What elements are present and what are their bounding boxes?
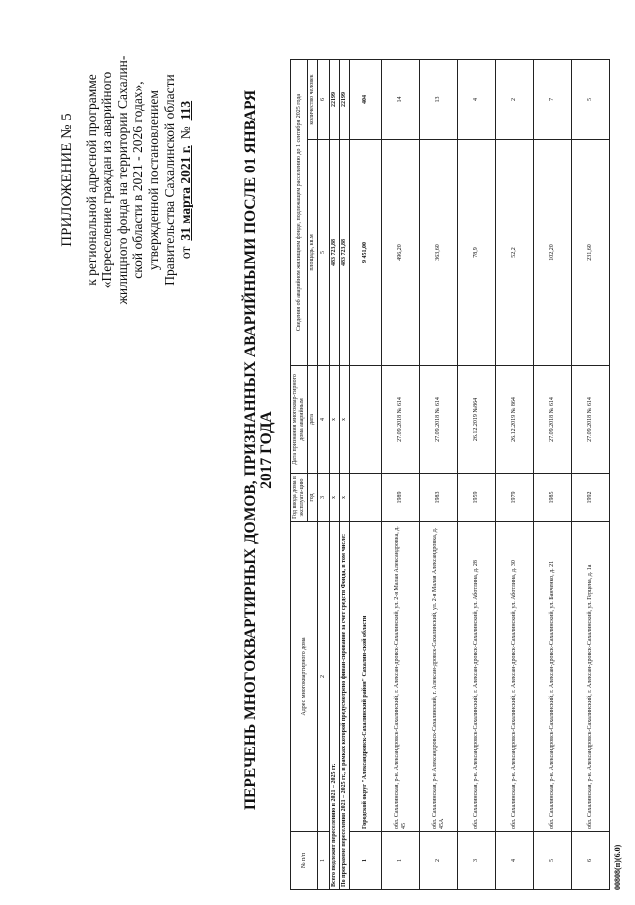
header-people-sub: количество человек [308,60,318,140]
table-row [458,60,496,890]
summary-area: 483 723,88 [330,140,340,366]
date-prefix: от [178,246,194,260]
header-area-sub: площадь, кв.м [308,140,318,366]
summary-date: x [330,366,340,474]
row-area: 496,20 [382,140,420,366]
col-number: 2 [318,522,330,832]
row-date: 27.09.2018 № 614 [572,366,610,474]
summary-area: 483 723,88 [340,140,350,366]
row-people: 4 [458,60,496,140]
appendix-line: «Переселение граждан из аварийного [99,71,115,289]
row-year: 1992 [572,474,610,522]
col-number: 5 [318,140,330,366]
row-address: обл. Сахалинская, р-н Александровск-Сахалинский, г. Алексан-дровск-Сахалинский, ул. 2-я Малая Александровка, д. 45А [420,522,458,832]
row-year: 1985 [534,474,572,522]
row-date: 27.09.2018 № 614 [534,366,572,474]
row-people: 13 [420,60,458,140]
district-num: 1 [350,832,382,890]
document-heading: ПЕРЕЧЕНЬ МНОГОКВАРТИРНЫХ ДОМОВ, ПРИЗНАННЫХ АВАРИЙНЫМИ ПОСЛЕ 01 ЯНВАРЯ 2017 ГОДА [242,89,275,811]
district-area: 9 451,00 [350,140,382,366]
appendix-title: ПРИЛОЖЕНИЕ № 5 [59,113,75,247]
row-num: 6 [572,832,610,890]
houses-table [290,59,610,890]
document-code: 00808(п)(6.0) [613,844,622,890]
row-date: 27.09.2018 № 614 [382,366,420,474]
header-info: Сведения об аварийном жилищном фонде, подлежащем расселению до 1 сентября 2025 года [291,60,308,366]
row-area: 363,60 [420,140,458,366]
row-num: 3 [458,832,496,890]
row-people: 7 [534,60,572,140]
number-label: № [178,126,194,140]
row-address: обл. Сахалинская, р-н. Александровск-Сахалинский, г. Алексан-дровск-Сахалинский, ул. Аботлина, д. 30 [496,522,534,832]
district-row [350,60,382,890]
row-people: 2 [496,60,534,140]
header-date-sub: дата [308,366,318,474]
appendix-government: Правительства Сахалинской области [161,74,177,286]
row-year: 1989 [382,474,420,522]
summary-year: x [340,474,350,522]
column-number-row [318,60,330,890]
row-area: 78,9 [458,140,496,366]
row-date: 27.09.2018 № 614 [420,366,458,474]
table-row [496,60,534,890]
table-row [420,60,458,890]
row-date: 26.12.2019 № 864 [496,366,534,474]
number-value: 113 [178,100,194,121]
table-header-row [291,60,308,890]
header-year: Год ввода дома в эксплуата-цию [291,474,308,522]
summary-label: По программе переселения 2021 – 2025 гг., в рамках которой предусмотрено финан-сирование за счет средств Фонда, в том числе: [340,522,350,890]
empty-cell [350,474,382,522]
col-number: 1 [318,832,330,890]
header-year-sub: год [308,474,318,522]
row-address: обл. Сахалинская, р-н. Александровск-Сахалинский, г. Алексан-дровск-Сахалинский, ул. Банченко, д. 21 [534,522,572,832]
summary-year: x [330,474,340,522]
row-area: 102,20 [534,140,572,366]
row-num: 4 [496,832,534,890]
appendix-approved: утвержденной постановлением [145,90,161,270]
row-num: 2 [420,832,458,890]
summary-row [330,60,340,890]
summary-date: x [340,366,350,474]
row-area: 52,2 [496,140,534,366]
row-year: 1959 [458,474,496,522]
row-date: 26.12.2019 №864 [458,366,496,474]
table-row [534,60,572,890]
row-people: 14 [382,60,420,140]
col-number: 3 [318,474,330,522]
row-people: 5 [572,60,610,140]
table-row [382,60,420,890]
row-num: 5 [534,832,572,890]
row-address: обл. Сахалинская, р-н. Александровск-Сахалинский, г. Алексан-дровск-Сахалинский, ул. 2-я Малая Александровка, д. 45 [382,522,420,832]
appendix-dateline [178,15,194,345]
header-date: Дата признания многоквар-тирного дома аварийным [291,366,308,474]
row-area: 231,60 [572,140,610,366]
date-value: 31 марта 2021 г. [178,145,194,241]
district-people: 404 [350,60,382,140]
header-num: № п/п [291,832,318,890]
appendix-line: к региональной адресной программе [83,74,99,286]
appendix-line: жилищного фонда на территории Сахалин- [114,55,130,305]
appendix-block [60,15,194,345]
row-address: обл. Сахалинская, р-н. Александровск-Сахалинский, г. Алексан-дровск-Сахалинский, ул. Герцена, д. 1а [572,522,610,832]
summary-row [340,60,350,890]
summary-people: 22199 [330,60,340,140]
district-name: Городской округ "Александровск-Сахалинский район" Сахалин-ской области [350,522,382,832]
summary-label: Всего подлежит переселению в 2021 – 2025 гг. [330,522,340,890]
col-number: 4 [318,366,330,474]
row-num: 1 [382,832,420,890]
row-address: обл. Сахалинская, р-н. Александровск-Сахалинский, г. Алексан-дровск-Сахалинский, ул. Аботлина, д. 28 [458,522,496,832]
summary-people: 22199 [340,60,350,140]
appendix-line: ской области в 2021 - 2026 годах», [130,81,146,279]
row-year: 1983 [420,474,458,522]
header-address: Адрес многоквартирного дома [291,522,318,832]
row-year: 1979 [496,474,534,522]
empty-cell [350,366,382,474]
col-number: 6 [318,60,330,140]
table-row [572,60,610,890]
